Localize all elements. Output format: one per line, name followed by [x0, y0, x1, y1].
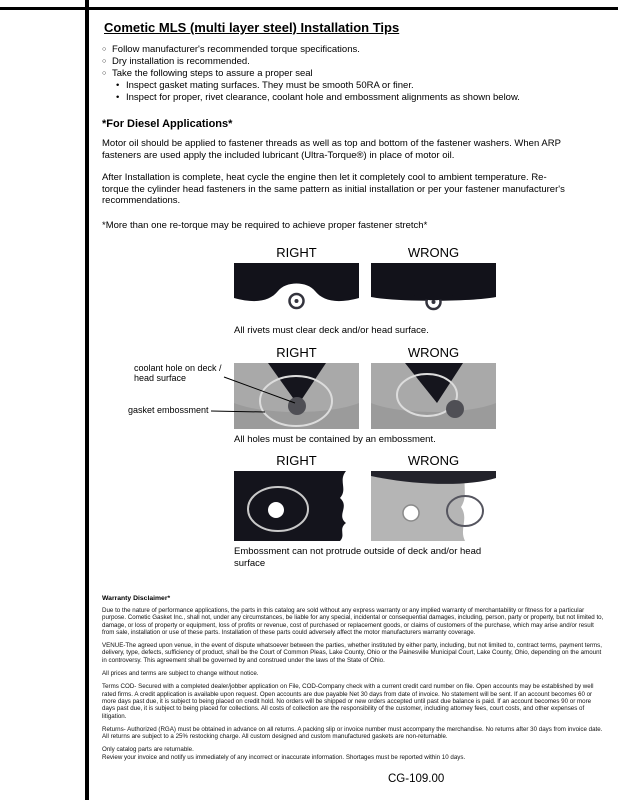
- retorque-note: *More than one re-torque may be required to achieve proper fastener stretch*: [102, 219, 428, 231]
- annotation-coolant-hole: coolant hole on deck / head surface: [134, 362, 222, 383]
- figure-panels: [128, 362, 496, 429]
- figure-caption-embossment: Embossment can not protrude outside of deck and/or head surface: [234, 546, 482, 569]
- figure-rivet-right: [234, 263, 359, 320]
- warranty-paragraph: All prices and terms are subject to change without notice.: [102, 670, 259, 678]
- warranty-section: [102, 595, 604, 761]
- coolant-hole-icon: [446, 400, 464, 418]
- warranty-paragraph: Terms COD- Secured with a completed dealer/jobber application on File, COD-Company check with a current credit card number on file. Open accounts may be established by well rated firms. A credit application is available upon request. Open accounts are due payable Net 30 days from date of invoice. No statement will be sent. If an account becomes 60 or more days past due, it is subject to being placed on credit hold. No orders will be shipped or new orders accepted until past due balance is paid. If an account becomes 90 or more days past due, it is subject to being placed for collections. All costs of collection are the responsibility of the customer, including attorney fees, court costs, and other expenses of litigation.: [102, 683, 594, 720]
- diesel-heading: *For Diesel Applications*: [102, 118, 233, 130]
- annotation-gasket-embossment: gasket embossment: [128, 404, 209, 415]
- figure-row-embossment: [234, 453, 496, 569]
- figure-panels: [234, 263, 496, 320]
- right-label: RIGHT: [276, 453, 317, 468]
- diesel-para-1: Motor oil should be applied to fastener threads as well as top and bottom of the fastener washers. When ARP fasteners are used apply the included lubricant (Ultra-Torque®) in place of motor oil.: [102, 138, 561, 161]
- warranty-paragraph: VENUE-The agreed upon venue, in the event of dispute whatsoever between the parties, whether instituted by either party, including, but not limited to, contract terms, payment terms, delivery, type, defects, sufficiency of product, shall be the Court of Common Pleas, Lake County, Ohio or the Painesville Municipal Court, Lake County, Ohio, depending on the amount in controversy. This agreement shall be governed by and construed under the laws of the State of Ohio.: [102, 642, 602, 664]
- figure-headers: [234, 245, 496, 260]
- figure-headers: [234, 345, 496, 360]
- left-margin-rule: [85, 0, 89, 800]
- coolant-hole-icon: [288, 397, 306, 415]
- footer-code: CG-109.00: [388, 773, 445, 786]
- warranty-paragraph: Only catalog parts are returnable.: [102, 746, 194, 754]
- tip-item: ○ Follow manufacturer's recommended torque specifications.: [102, 44, 604, 56]
- figure-row-rivets: [234, 245, 496, 337]
- tip-item: ○ Take the following steps to assure a proper seal: [102, 68, 604, 80]
- figure-panels: [234, 471, 496, 541]
- right-label: RIGHT: [276, 245, 317, 260]
- top-rule: [0, 7, 618, 10]
- figure-rivet-wrong: [371, 263, 496, 320]
- figure-holes-wrong: [371, 363, 496, 429]
- hole-icon: [268, 502, 284, 518]
- figure-caption-rivets: All rivets must clear deck and/or head surface.: [234, 325, 429, 336]
- tip-subitem: • Inspect for proper, rivet clearance, coolant hole and embossment alignments as shown below.: [102, 92, 604, 104]
- figure-embossment-right: [234, 471, 359, 541]
- wrong-label: WRONG: [407, 245, 460, 260]
- tip-subitem: • Inspect gasket mating surfaces. They must be smooth 50RA or finer.: [102, 80, 604, 92]
- figure-embossment-wrong: [371, 471, 496, 541]
- figures-section: [128, 245, 496, 569]
- warranty-paragraph: Returns- Authorized (RGA) must be obtained in advance on all returns. A packing slip or invoice number must accompany the merchandise. No returns after 30 days from invoice date. All returns are subject to a 25% restocking charge. All custom designed and custom manufactured gaskets are non-returnable.: [102, 725, 603, 741]
- hole-icon: [403, 505, 419, 521]
- tips-list: [102, 44, 604, 104]
- warranty-heading: Warranty Disclaimer*: [102, 595, 171, 602]
- wrong-label: WRONG: [407, 344, 460, 360]
- diesel-para-2: After Installation is complete, heat cycle the engine then let it completely cool to ambient temperature. Re-torque the cylinder head fasteners in the same pattern as initial installation or per your fastener manufacturer's recommendations.: [102, 172, 565, 206]
- tip-item: ○ Dry installation is recommended.: [102, 56, 604, 68]
- figure-headers: [234, 453, 496, 468]
- page-title: Cometic MLS (multi layer steel) Installation Tips: [104, 20, 400, 35]
- warranty-paragraph: Due to the nature of performance applications, the parts in this catalog are sold without any express warranty or any implied warranty of merchantability or fitness for a particular purpose. Cometic Gasket Inc., shall not, under any circumstances, be liable for any special, incidental or consequential damages, including, person, party or property, but not limited to, damage, or loss of property or equipment, loss of profits or revenue, cost of purchased or replacement goods, or claims of customers of the purchase, which may arise and/or result from sale, installation or use of these parts. Installation of these parts could adversely affect the motor manufacturers warranty coverage.: [102, 607, 604, 636]
- page-content: [102, 20, 604, 785]
- deck-surface-icon: [234, 471, 346, 541]
- wrong-label: WRONG: [407, 453, 460, 468]
- right-label: RIGHT: [276, 344, 317, 360]
- figure-caption-holes: All holes must be contained by an embossment.: [234, 433, 436, 445]
- figure-holes-right: [234, 363, 359, 429]
- figure-row-holes: [128, 344, 496, 446]
- warranty-paragraph: Review your invoice and notify us immediately of any incorrect or inaccurate information. Shortages must be reported within 10 days.: [102, 753, 466, 761]
